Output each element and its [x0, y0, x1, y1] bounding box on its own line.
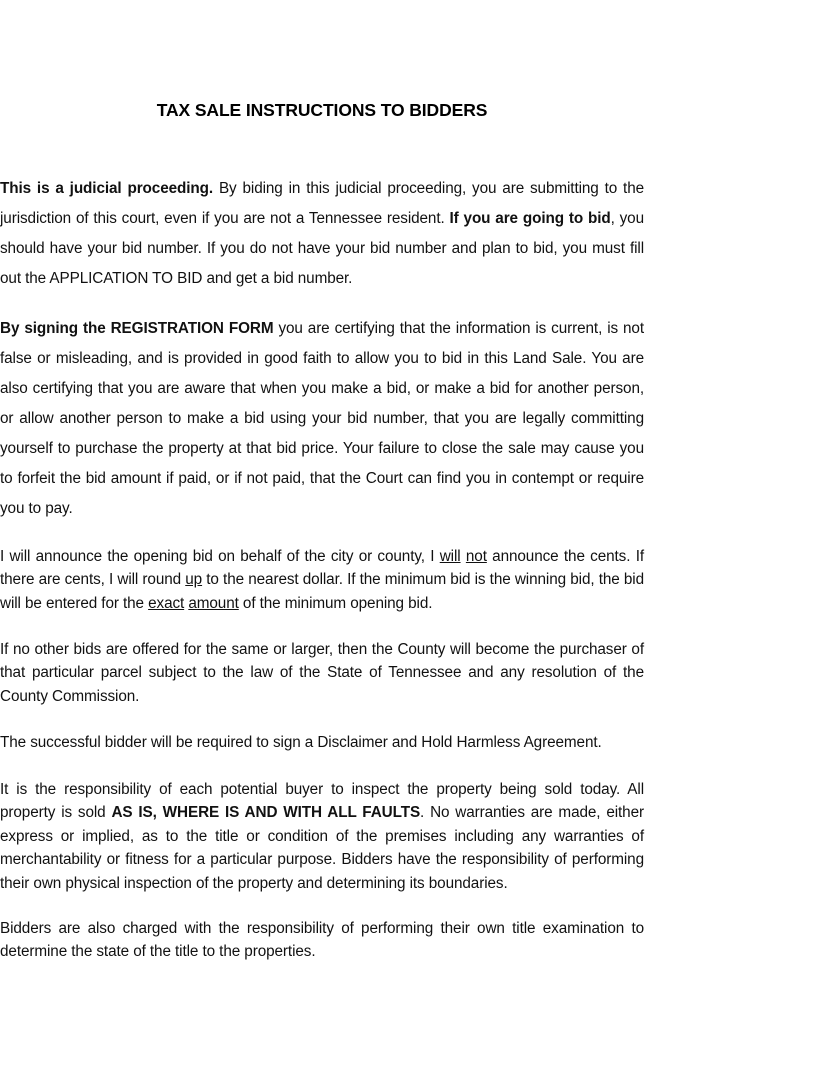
paragraph-block-2 [0, 314, 644, 524]
paragraph-judicial-proceeding [0, 174, 644, 294]
bold-as-is-where-is: AS IS, WHERE IS AND WITH ALL FAULTS [111, 804, 421, 822]
underline-up: up [185, 571, 203, 589]
paragraph-6-segment-a: It is the responsibility of each potential buyer to inspect the property being sold today. All property is sold [0, 781, 644, 822]
paragraph-3-segment-c: announce the cents. If there are cents, I will round [0, 548, 645, 589]
paragraph-2-segment-a: you are certifying that the information is current, is not false or misleading, and is provided in good faith to allow you to bid in this Land Sale. You are also certifying that you are aware that when you make a bid, or make a bid for another person, or allow another person to make a bid using your bid number, that you are legally committing yourself to purchase the property at that bid price. Your failure to close the sale may cause you to forfeit the bid amount if paid, or if not paid, that the Court can find you in contempt or require you to pay. [0, 320, 644, 517]
paragraph-disclaimer-agreement: The successful bidder will be required to sign a Disclaimer and Hold Harmless Agreement. [0, 734, 602, 751]
bold-going-to-bid: If you are going to bid [449, 210, 611, 227]
paragraph-3-segment-a: I will announce the opening bid on behalf of the city or county, I [0, 548, 440, 565]
paragraph-block-3 [0, 545, 644, 615]
underline-not: not [465, 548, 487, 565]
paragraph-registration-form [0, 314, 644, 524]
underline-amount: amount [188, 594, 239, 612]
paragraph-1-segment-a: By biding in this judicial proceeding, you are submitting to the jurisdiction of this court, even if you are not a Tennessee resident. [0, 180, 645, 227]
paragraph-as-is-where-is [0, 778, 644, 895]
paragraph-opening-bid-announcement [0, 545, 644, 615]
paragraph-3-segment-f: of the minimum opening bid. [238, 594, 433, 612]
bold-lead-judicial-proceeding: This is a judicial proceeding. [0, 180, 214, 197]
paragraph-county-purchaser: If no other bids are offered for the same or larger, then the County will become the purchaser of that particular parcel subject to the law of the State of Tennessee and any resolution of the County Commission. [0, 641, 644, 705]
paragraph-title-examination: Bidders are also charged with the responsibility of performing their own title examination to determine the state of the title to the properties. [0, 920, 644, 961]
page-title: TAX SALE INSTRUCTIONS TO BIDDERS [156, 100, 488, 120]
paragraph-block-6 [0, 778, 644, 895]
paragraph-block-5 [0, 731, 644, 754]
paragraph-1-segment-b: , you should have your bid number. If you do not have your bid number and plan to bid, you must fill out the APPLICATION TO BID and get a bid number. [0, 210, 644, 287]
paragraph-6-segment-b: . No warranties are made, either express or implied, as to the title or condition of the premises including any warranties of merchantability or fitness for a particular purpose. Bidders have the responsibility of performing their own physical inspection of the property and determining its boundaries. [0, 804, 644, 892]
underline-exact: exact [148, 594, 185, 612]
paragraph-block-1 [0, 174, 644, 294]
paragraph-block-7 [0, 917, 644, 964]
paragraph-block-4 [0, 638, 644, 708]
bold-lead-registration-form: By signing the REGISTRATION FORM [0, 320, 274, 337]
underline-will: will [439, 548, 461, 565]
paragraph-3-segment-d: to the nearest dollar. If the minimum bid is the winning bid, the bid will be entered for the [0, 571, 644, 612]
